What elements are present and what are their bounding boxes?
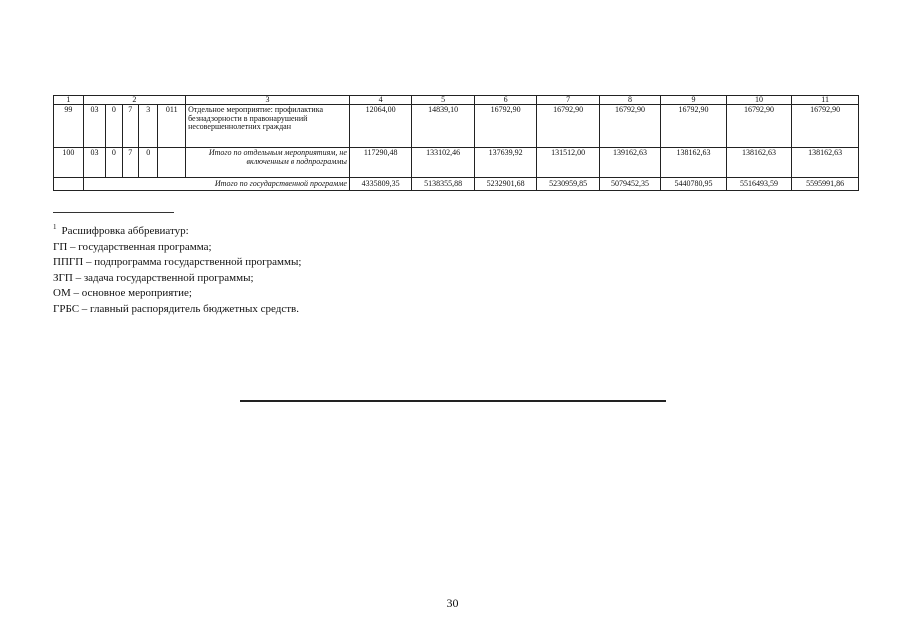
total-value-cell: 5595991,86 (792, 178, 859, 191)
footnote-line: ППГП – подпрограмма государственной программы; (53, 256, 302, 268)
total-value-cell: 5138355,88 (412, 178, 474, 191)
header-row (54, 96, 859, 105)
value-cell: 131512,00 (537, 148, 599, 178)
header-cell-8: 8 (599, 96, 660, 105)
header-cell-11: 11 (792, 96, 859, 105)
total-value-cell: 5232901,68 (474, 178, 536, 191)
code-cell: 7 (122, 105, 138, 148)
header-cell-6: 6 (474, 96, 536, 105)
code-cell: 03 (83, 148, 106, 178)
value-cell: 16792,90 (792, 105, 859, 148)
footnote-divider (53, 212, 174, 213)
budget-table (53, 95, 859, 191)
value-cell: 133102,46 (412, 148, 474, 178)
code-cell: 011 (158, 105, 186, 148)
value-cell: 138162,63 (726, 148, 792, 178)
value-cell: 138162,63 (792, 148, 859, 178)
code-cell: 0 (106, 148, 122, 178)
value-cell: 16792,90 (474, 105, 536, 148)
header-cell-3: 3 (186, 96, 350, 105)
footnote-line: ГРБС – главный распорядитель бюджетных средств. (53, 302, 300, 315)
total-row (54, 178, 859, 191)
footnote-line: ГП – государственная программа; (53, 240, 212, 253)
code-cell: 0 (138, 148, 157, 178)
code-cell: 03 (83, 105, 106, 148)
value-cell: 16792,90 (661, 105, 727, 148)
code-cell (158, 148, 186, 178)
value-cell: 139162,63 (599, 148, 660, 178)
code-cell: 100 (54, 148, 84, 178)
total-value-cell: 5230959,85 (537, 178, 599, 191)
value-cell: 137639,92 (474, 148, 536, 178)
total-label-cell: Итого по государственной программе (83, 178, 349, 191)
code-cell: 3 (138, 105, 157, 148)
total-value-cell: 5440780,95 (661, 178, 727, 191)
code-cell: 0 (106, 105, 122, 148)
value-cell: 16792,90 (599, 105, 660, 148)
code-cell: 99 (54, 105, 84, 148)
footnote (53, 220, 301, 317)
value-cell: 138162,63 (661, 148, 727, 178)
header-cell-2: 2 (83, 96, 185, 105)
header-cell-1: 1 (54, 96, 84, 105)
footnote-title-line (53, 220, 301, 240)
empty-cell (54, 178, 84, 191)
value-cell: 16792,90 (537, 105, 599, 148)
table-row (54, 148, 859, 178)
footnote-title: Расшифровка аббревиатур: (61, 225, 189, 237)
header-cell-4: 4 (349, 96, 411, 105)
code-cell: 7 (122, 148, 138, 178)
end-divider (240, 400, 666, 402)
total-value-cell: 5079452,35 (599, 178, 660, 191)
header-cell-7: 7 (537, 96, 599, 105)
table-row (54, 105, 859, 148)
header-cell-10: 10 (726, 96, 792, 105)
footnote-line: ОМ – основное мероприятие; (53, 287, 192, 299)
footnote-marker: 1 (53, 223, 57, 231)
page-number: 30 (446, 596, 459, 610)
value-cell: 117290,48 (349, 148, 411, 178)
total-value-cell: 4335809,35 (349, 178, 411, 191)
value-cell: 12064,00 (349, 105, 411, 148)
value-cell: 14839,10 (412, 105, 474, 148)
header-cell-9: 9 (661, 96, 727, 105)
footnote-line: ЗГП – задача государственной программы; (53, 271, 254, 284)
header-cell-5: 5 (412, 96, 474, 105)
value-cell: 16792,90 (726, 105, 792, 148)
total-value-cell: 5516493,59 (726, 178, 792, 191)
item-name-cell: Отдельное мероприятие: профилактика безнадзорности в правонарушений несовершеннолетних граждан (186, 105, 350, 148)
subtotal-label-cell: Итого по отдельным мероприятиям, не включенным в подпрограммы (186, 148, 350, 178)
